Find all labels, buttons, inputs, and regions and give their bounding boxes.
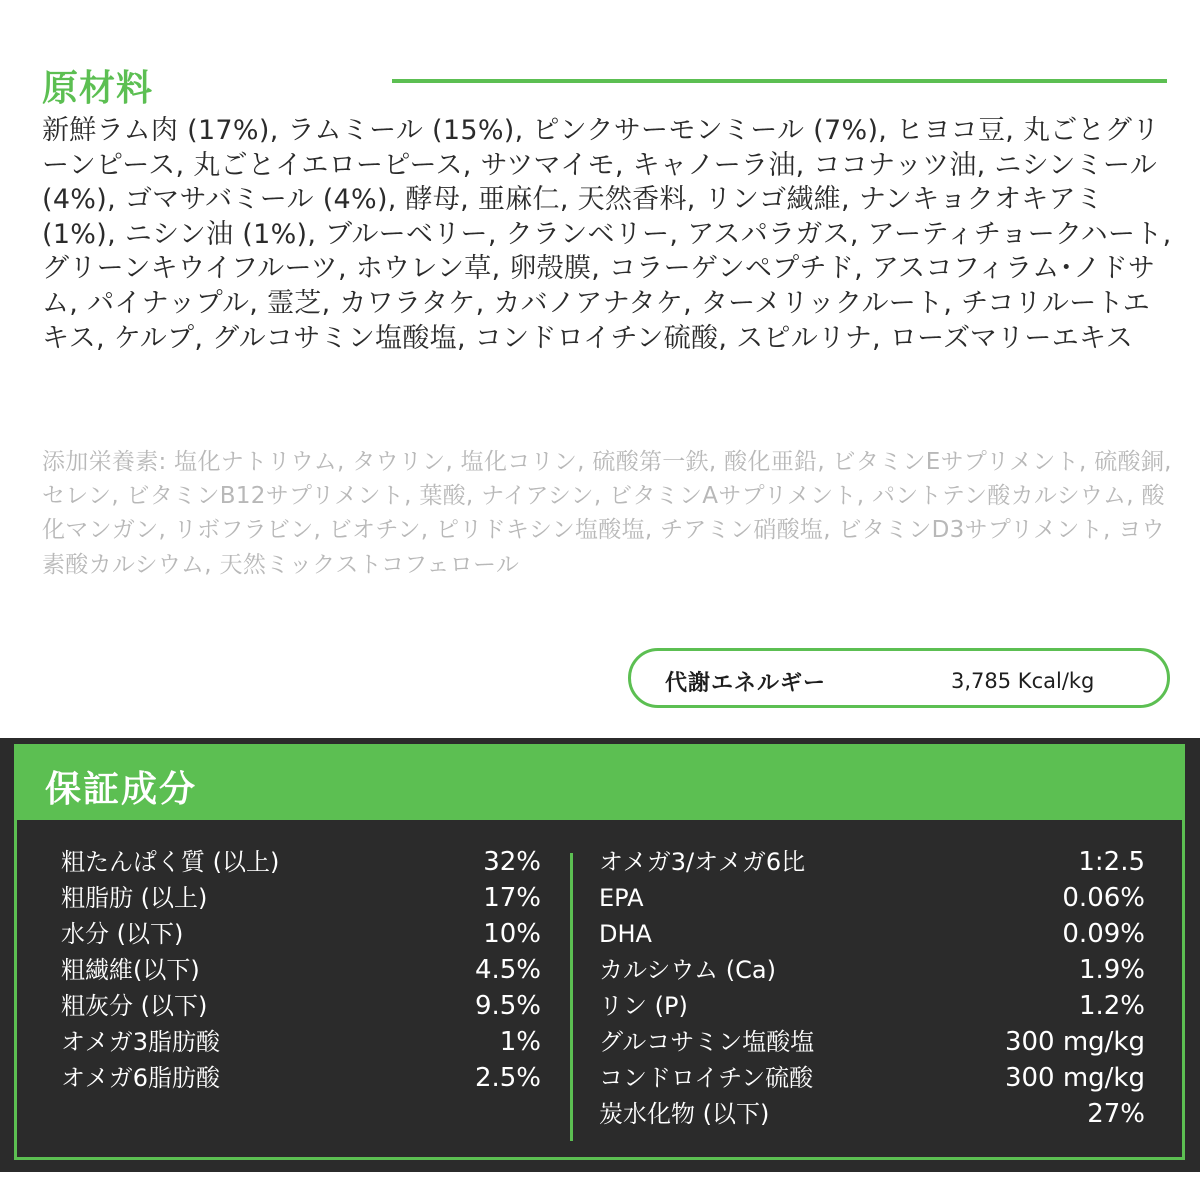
analysis-row [599,1024,1145,1060]
analysis-label: 粗灰分 (以下) [61,992,208,1020]
energy-label: 代謝エネルギー [665,671,827,696]
analysis-value: 0.09% [1062,919,1145,949]
analysis-value: 1.9% [1078,955,1145,985]
ingredients-list: 新鮮ラム肉 (17%), ラムミール (15%), ピンクサーモンミール (7%), ヒヨコ豆, 丸ごとグリーンピース, 丸ごとイエローピース, サツマイモ, キャノーラ油, ココナッツ油, ニシンミール (4%), ゴマサバミール (4%), 酵母, 亜麻仁, 天然香料, リンゴ繊維, ナンキョクオキアミ (1%), ニシン油 (1%), ブルーベリー, クランベリー, アスパラガス, アーティチョークハート, グリーンキウイフルーツ, ホウレン草, 卵殻膜, コラーゲンペプチド, アスコフィラム･ノドサム, パイナップル, 霊芝, カワラタケ, カバノアナタケ, ターメリックルート, チコリルートエキス, ケルプ, グルコサミン塩酸塩, コンドロイチン硫酸, スピルリナ, ローズマリーエキス [42,115,1172,354]
analysis-label: オメガ6脂肪酸 [61,1064,221,1092]
analysis-value: 27% [1087,1099,1145,1129]
analysis-value: 300 mg/kg [1004,1063,1145,1093]
analysis-label: グルコサミン塩酸塩 [599,1028,815,1056]
analysis-value: 1% [499,1027,541,1057]
analysis-label: 炭水化物 (以下) [599,1100,770,1128]
guaranteed-analysis-header [17,747,1182,820]
analysis-label: リン (P) [599,992,688,1020]
analysis-row [599,952,1145,988]
analysis-label: オメガ3脂肪酸 [61,1028,221,1056]
analysis-value: 300 mg/kg [1004,1027,1145,1057]
analysis-label: 粗繊維(以下) [61,956,200,984]
analysis-row [599,844,1145,880]
analysis-column-left [61,844,541,1096]
additives-list: 添加栄養素: 塩化ナトリウム, タウリン, 塩化コリン, 硫酸第一鉄, 酸化亜鉛, ビタミンEサプリメント, 硫酸銅, セレン, ビタミンB12サプリメント, 葉酸, ナイアシン, ビタミンAサプリメント, パントテン酸カルシウム, 酸化マンガン, リボフラビン, ビオチン, ピリドキシン塩酸塩, チアミン硝酸塩, ビタミンD3サプリメント, ヨウ素酸カルシウム, 天然ミックストコフェロール [42,449,1172,578]
analysis-label: オメガ3/オメガ6比 [599,848,806,876]
analysis-label: 粗脂肪 (以上) [61,884,208,912]
analysis-value: 2.5% [474,1063,541,1093]
analysis-value: 1.2% [1078,991,1145,1021]
analysis-value: 17% [483,883,541,913]
heading-divider [392,79,1167,83]
analysis-label: 水分 (以下) [61,920,184,948]
analysis-label: EPA [599,884,644,912]
analysis-row [61,952,541,988]
energy-value: 3,785 Kcal/kg [951,669,1095,693]
analysis-column-right [599,844,1145,1132]
analysis-value: 4.5% [474,955,541,985]
analysis-label: 粗たんぱく質 (以上) [61,848,280,876]
analysis-row [61,988,541,1024]
energy-badge [628,648,1170,708]
analysis-value: 32% [483,847,541,877]
analysis-label: カルシウム (Ca) [599,956,776,984]
analysis-row [599,988,1145,1024]
analysis-row [599,1096,1145,1132]
analysis-row [599,1060,1145,1096]
analysis-row [61,844,541,880]
ingredients-heading: 原材料 [42,68,154,109]
guaranteed-analysis-frame [14,744,1185,1160]
analysis-row [61,1060,541,1096]
column-divider [570,853,573,1141]
analysis-label: コンドロイチン硫酸 [599,1064,814,1092]
analysis-row [599,916,1145,952]
analysis-value: 10% [483,919,541,949]
analysis-value: 1:2.5 [1078,847,1145,877]
analysis-row [61,1024,541,1060]
analysis-value: 9.5% [474,991,541,1021]
guaranteed-analysis-title: 保証成分 [45,769,198,810]
analysis-label: DHA [599,920,652,948]
analysis-value: 0.06% [1062,883,1145,913]
analysis-row [599,880,1145,916]
guaranteed-analysis-panel [0,738,1200,1172]
analysis-row [61,880,541,916]
analysis-row [61,916,541,952]
